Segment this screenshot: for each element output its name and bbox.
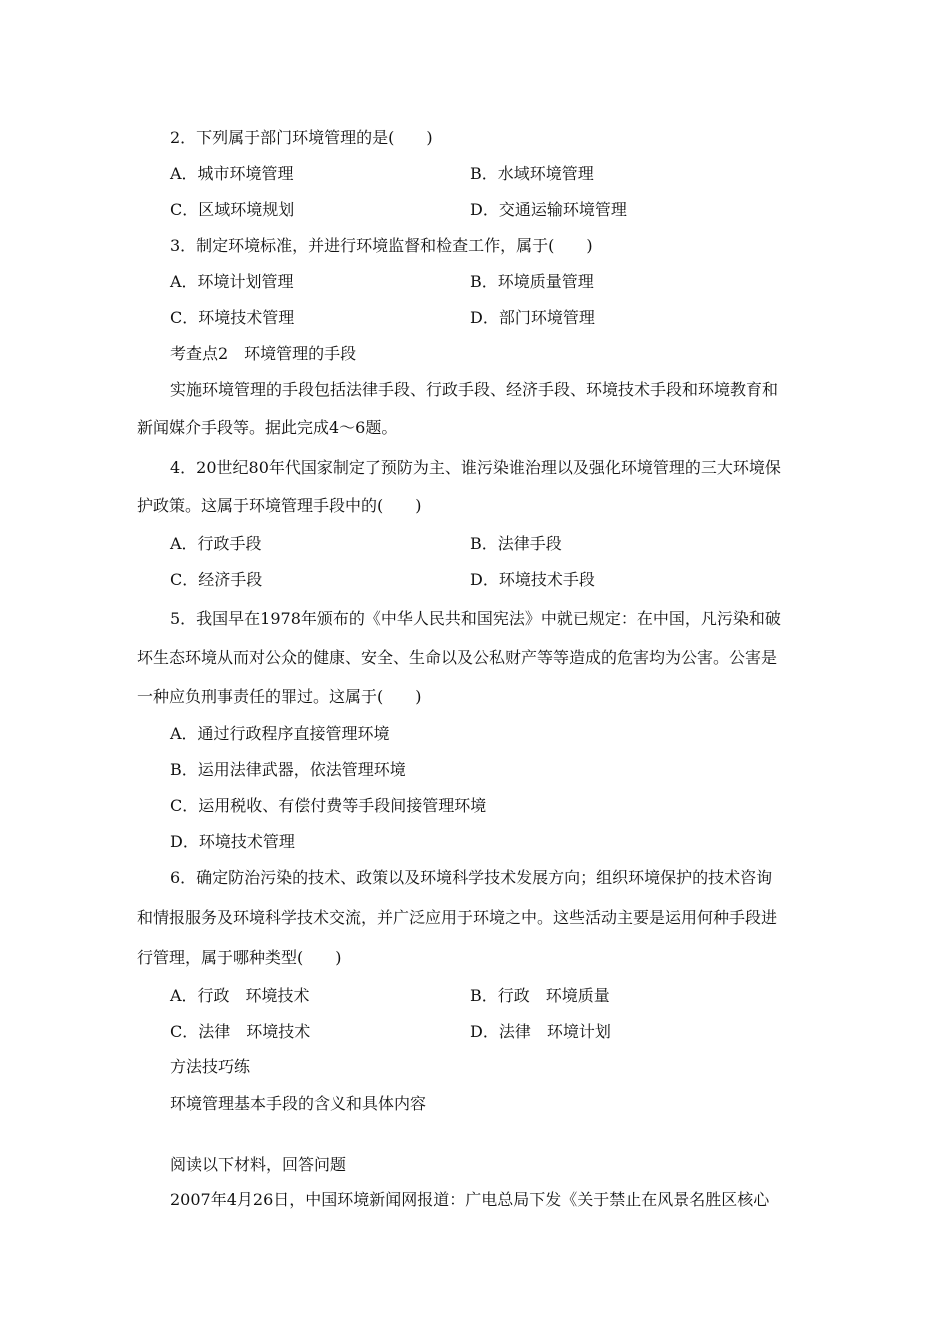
q3-option-a: A．环境计划管理 — [170, 272, 294, 291]
q3-option-b: B．环境质量管理 — [470, 272, 594, 291]
q2-stem: 2．下列属于部门环境管理的是( ) — [170, 128, 433, 147]
q6-stem-line3: 行管理，属于哪种类型( ) — [137, 948, 342, 967]
q5-option-b: B．运用法律武器，依法管理环境 — [170, 760, 406, 779]
reading-prompt: 阅读以下材料，回答问题 — [170, 1155, 347, 1174]
q3-option-c: C．环境技术管理 — [170, 308, 295, 327]
method-heading: 方法技巧练 — [170, 1057, 251, 1076]
q3-option-d: D．部门环境管理 — [470, 308, 595, 327]
q5-stem-line2: 坏生态环境从而对公众的健康、安全、生命以及公私财产等等造成的危害均为公害。公害是 — [137, 648, 778, 667]
q4-option-b: B．法律手段 — [470, 534, 562, 553]
q6-option-a: A．行政 环境技术 — [170, 986, 310, 1005]
q5-option-a: A．通过行政程序直接管理环境 — [170, 724, 390, 743]
q6-option-d: D．法律 环境计划 — [470, 1022, 611, 1041]
q4-stem-line1: 4．20世纪80年代国家制定了预防为主、谁污染谁治理以及强化环境管理的三大环境保 — [170, 458, 781, 477]
q5-stem-line3: 一种应负刑事责任的罪过。这属于( ) — [137, 687, 422, 706]
q5-option-c: C．运用税收、有偿付费等手段间接管理环境 — [170, 796, 487, 815]
q6-option-c: C．法律 环境技术 — [170, 1022, 311, 1041]
q4-option-c: C．经济手段 — [170, 570, 263, 589]
q6-stem-line2: 和情报服务及环境科学技术交流，并广泛应用于环境之中。这些活动主要是运用何种手段进 — [137, 908, 778, 927]
q6-option-b: B．行政 环境质量 — [470, 986, 610, 1005]
q2-option-c: C．区域环境规划 — [170, 200, 295, 219]
q2-option-b: B．水域环境管理 — [470, 164, 594, 183]
section2-intro-line1: 实施环境管理的手段包括法律手段、行政手段、经济手段、环境技术手段和环境教育和 — [170, 380, 779, 399]
section2-heading: 考查点2 环境管理的手段 — [170, 344, 357, 363]
q4-option-a: A．行政手段 — [170, 534, 262, 553]
method-subheading: 环境管理基本手段的含义和具体内容 — [170, 1094, 427, 1113]
q2-option-d: D．交通运输环境管理 — [470, 200, 627, 219]
q2-option-a: A．城市环境管理 — [170, 164, 294, 183]
section2-intro-line2: 新闻媒介手段等。据此完成4～6题。 — [137, 418, 398, 437]
q4-stem-line2: 护政策。这属于环境管理手段中的( ) — [137, 496, 422, 515]
q5-option-d: D．环境技术管理 — [170, 832, 295, 851]
reading-text-line1: 2007年4月26日，中国环境新闻网报道：广电总局下发《关于禁止在风景名胜区核心 — [170, 1190, 770, 1209]
q5-stem-line1: 5．我国早在1978年颁布的《中华人民共和国宪法》中就已规定：在中国，凡污染和破 — [170, 609, 781, 628]
q3-stem: 3．制定环境标准，并进行环境监督和检查工作，属于( ) — [170, 236, 593, 255]
q6-stem-line1: 6．确定防治污染的技术、政策以及环境科学技术发展方向；组织环境保护的技术咨询 — [170, 868, 773, 887]
q4-option-d: D．环境技术手段 — [470, 570, 595, 589]
